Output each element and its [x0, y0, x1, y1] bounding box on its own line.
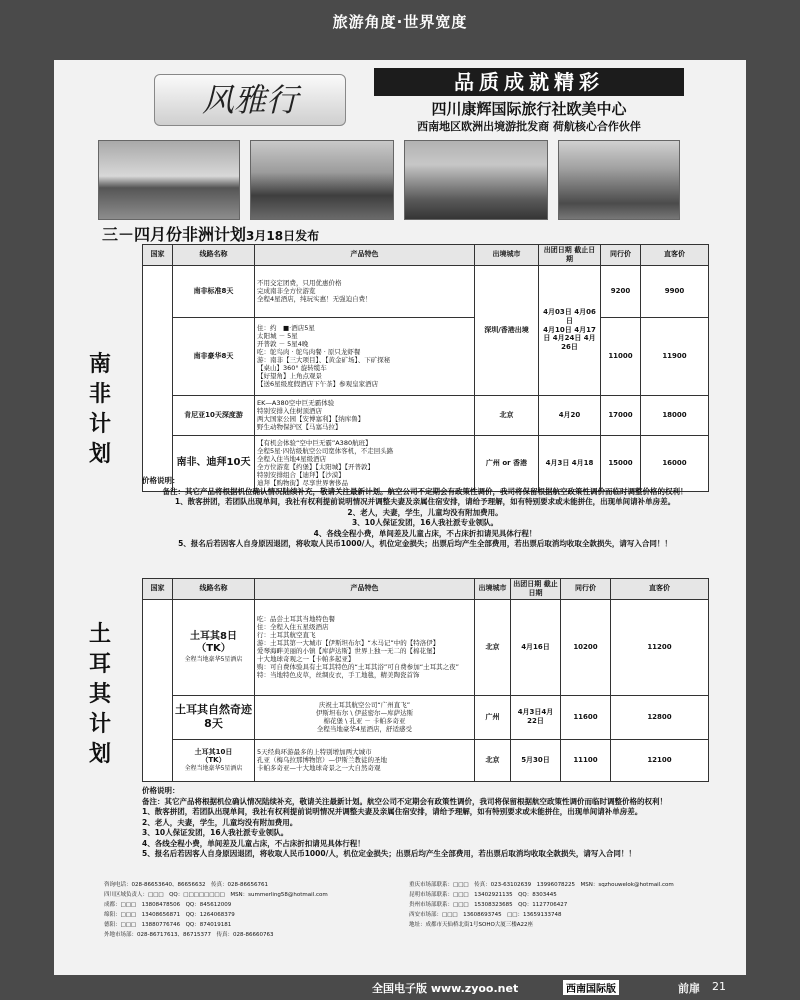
route-name: 南非豪华8天 — [173, 317, 255, 395]
contact-line: 绵阳：□□□ 13408656871 QQ：1264068379 — [104, 912, 235, 918]
departure-city: 深圳/香港出境 — [475, 265, 539, 395]
feature-line: 全程4星酒店，纯玩实惠！无强迫自费！ — [257, 295, 372, 304]
feature-line: 购：可自费体验具有土耳其特色的“土耳其浴”可自费参加“土耳其之夜” — [257, 663, 459, 672]
feature-line: 全方位游览【约堡】【太阳城】【开普敦】 — [257, 463, 374, 471]
table-row — [143, 317, 709, 395]
feature-line: 全程入住当地4星级酒店 — [257, 454, 327, 463]
feature-line: 卡帕多奇亚—十大地球奇景之一大自然奇观 — [257, 764, 381, 773]
feature-line: 开普敦 － 5星4晚 — [257, 339, 309, 348]
note-line: 2、老人，夫妻，学生，儿童均没有附加费用。 — [142, 817, 298, 827]
africa-notes — [142, 476, 708, 550]
note-line: 5、报名后若因客人自身原因退团，将收取人民币1000/人，机位定金损失；出票后均产生全部费用，若出票后取消均收取全款损失，请写入合同！！ — [178, 539, 672, 548]
table-row — [143, 599, 709, 695]
feature-line: 5天经典环游最多的上特别增加两大城市 — [257, 747, 372, 756]
peer-price: 9200 — [601, 265, 641, 317]
country-cell — [143, 265, 173, 491]
peer-price: 10200 — [561, 599, 611, 695]
table-header-row — [143, 579, 709, 600]
features-cell — [255, 599, 475, 695]
peer-price: 11000 — [601, 317, 641, 395]
note-line: 2、老人，夫妻，学生，儿童均没有附加费用。 — [347, 507, 503, 517]
route-code: （TK） — [196, 643, 231, 655]
route-name — [173, 599, 255, 695]
route-name: 南非标准8天 — [173, 265, 255, 317]
feature-line: EK—A380空中巨无霸体验 — [257, 398, 335, 407]
page-sheet — [54, 60, 746, 975]
plan-title — [102, 222, 319, 245]
note-line: 5、报名后若因客人自身原因退团，将收取人民币1000/人，机位定金损失；出票后均产生全部费用，若出票后取消均收取全款损失，请写入合同！！ — [142, 849, 636, 858]
departure-dates: 5月30日 — [511, 739, 561, 781]
departure-city: 广州 — [475, 695, 511, 739]
col-header: 出境城市 — [475, 579, 511, 600]
photo-lake — [98, 140, 240, 220]
route-title: 土耳其8日 — [190, 630, 237, 642]
feature-line: 棉花堡 \ 孔亚 － 卡帕多奇亚 — [323, 717, 406, 725]
features-cell — [255, 739, 475, 781]
col-header: 出团日期 截止日期 — [511, 579, 561, 600]
photo-strip — [98, 140, 678, 218]
route-note: 全程当地豪华5星酒店 — [184, 655, 243, 663]
note-line: 备注：其它产品将根据机位确认情况陆续补充，敬请关注最新计划。航空公司不定期会有政策性调价，我司将保留根据航空政策性调价而临时调整价格的权利！ — [142, 796, 667, 806]
feature-line: 特别安排入住树顶酒店 — [257, 406, 322, 415]
note-line: 3、10人保证发团，16人我社派专业领队。 — [351, 518, 499, 527]
photo-mountain-village — [250, 140, 394, 220]
feature-line: 孔亚（梅乌拉那博物馆）—伊斯兰教徒的圣地 — [257, 755, 387, 764]
contacts-other-regions — [409, 880, 714, 930]
col-header: 线路名称 — [173, 245, 255, 266]
route-name: 肯尼亚10天深度游 — [173, 395, 255, 435]
contact-line: 四川区域负责人：□□□ QQ：□□□□□□□□ MSN：summerling58@hotmail.com — [104, 892, 328, 898]
contact-line: 西安市场部：□□□ 13608693745 □□：13659133748 — [409, 912, 562, 918]
feature-line: 完成南非全方位游览 — [257, 286, 316, 295]
direct-price: 11900 — [641, 317, 709, 395]
footer-label — [372, 980, 518, 996]
contact-line: 贵州市场部联系：□□□ 15308323685 QQ：1127706427 — [409, 902, 568, 908]
turkey-table — [142, 578, 709, 782]
footer-section: 前扉 — [678, 982, 700, 995]
notes-heading: 价格说明： — [142, 786, 180, 795]
route-note: 全程当地豪华5星酒店 — [184, 765, 243, 772]
photo-rock-formations — [404, 140, 548, 220]
col-header: 直客价 — [641, 245, 709, 266]
col-header: 产品特色 — [255, 245, 475, 266]
feature-line: 住：约 ■·酒店5星 — [257, 323, 315, 332]
region-label-africa — [82, 350, 118, 470]
contact-line: 咨询电话：028-86653640、86656632 传真：028-86656761 — [104, 882, 268, 888]
departure-city: 广州 or 香港 — [475, 435, 539, 491]
feature-line: 特别安排组合【迪拜】【沙漠】 — [257, 471, 345, 480]
country-cell — [143, 599, 173, 781]
peer-price: 15000 — [601, 435, 641, 491]
direct-price: 18000 — [641, 395, 709, 435]
date-group: 4月03日 4月06日 — [543, 308, 596, 325]
features-cell — [255, 395, 475, 435]
page-footer — [0, 975, 800, 1000]
company-name: 四川康辉国际旅行社欧美中心 — [431, 100, 627, 118]
route-code: （TK） — [201, 756, 226, 765]
note-line: 1、散客拼团，若团队出现单间，我社有权利提前说明情况并调整夫妻及亲属住宿安排，请给予理解，如有特别要求或未能拼住，出现单间请补单房差。 — [142, 807, 643, 816]
table-row — [143, 395, 709, 435]
plan-title-text: 三－四月份非洲计划 — [102, 225, 247, 244]
top-banner — [0, 0, 800, 60]
feature-line: 【有机会体验“空中巨无霸”A380航班】 — [257, 438, 372, 447]
feature-line: 两大国家公园【安博塞利】【纳库鲁】 — [257, 415, 365, 423]
contacts-sichuan — [104, 880, 404, 940]
notes-heading: 价格说明： — [142, 476, 180, 485]
route-name: 土耳其自然奇迹8天 — [173, 695, 255, 739]
note-line: 1、散客拼团，若团队出现单间，我社有权利提前说明情况并调整夫妻及亲属住宿安排，请给予理解，如有特别要求或未能拼住，出现单间请补单房差。 — [174, 497, 676, 506]
feature-line: 全程5星·四钻级航空公司宽体客机，不走回头路 — [257, 446, 394, 455]
footer-label-text: 全国电子版 — [372, 982, 427, 995]
feature-line: 游：土耳其第一大城市【伊斯坦布尔】“木马记”中的【特洛伊】 — [257, 638, 440, 647]
peer-price: 17000 — [601, 395, 641, 435]
col-header: 国家 — [143, 245, 173, 266]
features-cell — [255, 265, 475, 317]
note-line: 3、10人保证发团，16人我社派专业领队。 — [142, 828, 289, 837]
col-header: 线路名称 — [173, 579, 255, 600]
col-header: 直客价 — [611, 579, 709, 600]
footer-edition: 西南国际版 — [563, 980, 619, 995]
feature-line: 住：全程入住五星级酒店 — [257, 622, 329, 631]
feature-line: 十大地球奇观之一【卡帕多起亚】 — [257, 655, 355, 664]
feature-line: 吃：品尝土耳其当地特色餐 — [257, 614, 335, 623]
departure-city: 北京 — [475, 739, 511, 781]
slogan: 品质成就精彩 — [374, 68, 684, 96]
departure-city: 北京 — [475, 395, 539, 435]
region-label-turkey — [82, 620, 118, 770]
feature-line: 庆祝土耳其航空公司“广州直飞” — [318, 700, 411, 709]
contact-line: 成都：□□□ 13808478506 QQ：845612009 — [104, 902, 232, 908]
col-header: 同行价 — [561, 579, 611, 600]
feature-line: 迪拜【购物街】尽享世界奢侈品 — [257, 479, 348, 488]
departure-dates — [539, 265, 601, 395]
brand-logo: 风雅行 — [154, 74, 346, 126]
feature-line: 野生动物保护区【马塞马拉】 — [257, 423, 342, 432]
feature-line: 爱琴海畔美丽的小镇【库萨达斯】世界上独一无二的【棉花堡】 — [257, 647, 439, 655]
note-line: 4、各线全程小费，单间差及儿童占床，不占床折扣请见具体行程！ — [313, 528, 537, 538]
departure-dates: 4月3日4月22日 — [511, 695, 561, 739]
feature-line: 特：当地特色皮草，丝绸皮衣，手工地毯，精美陶瓷首饰 — [257, 671, 420, 680]
route-name: 南非、迪拜10天 — [173, 435, 255, 491]
feature-line: 游：南非【三大项目】、【黄金矿场】、下矿探秘 — [257, 356, 391, 364]
features-cell — [255, 695, 475, 739]
feature-line: 【好望角】上角点观景 — [257, 372, 322, 381]
col-header: 出团日期 截止日期 — [539, 245, 601, 266]
feature-line: 伊斯坦布尔 \ 伊兹密尔—库萨达斯 — [315, 708, 414, 717]
header — [54, 60, 746, 138]
departure-dates: 4月3日 4月18 — [539, 435, 601, 491]
direct-price: 11200 — [611, 599, 709, 695]
table-header-row — [143, 245, 709, 266]
contact-line: 昆明市场部联系：□□□ 13402921135 QQ：8303445 — [409, 892, 557, 898]
col-header: 出境城市 — [475, 245, 539, 266]
route-title: 土耳其10日 — [194, 747, 233, 756]
note-line: 4、各线全程小费，单间差及儿童占床，不占床折扣请见具体行程！ — [142, 838, 365, 848]
peer-price: 11100 — [561, 739, 611, 781]
direct-price: 16000 — [641, 435, 709, 491]
direct-price: 9900 — [641, 265, 709, 317]
note-line: 备注：其它产品将根据机位确认情况陆续补充，敬请关注最新计划。航空公司不定期会有政策性调价，我司将保留根据航空政策性调价而临时调整价格的权利！ — [162, 486, 688, 496]
col-header: 产品特色 — [255, 579, 475, 600]
feature-line: 行：土耳其航空直飞 — [257, 630, 316, 639]
contact-line: 德阳：□□□ 13880776746 QQ：874019181 — [104, 922, 232, 928]
plan-release-date: 3月18日发布 — [246, 229, 320, 243]
feature-line: 全程当地豪华4星酒店，舒适感受 — [316, 725, 413, 734]
photo-cappadocia — [558, 140, 680, 220]
footer-site[interactable]: www.zyoo.net — [430, 982, 519, 995]
departure-city: 北京 — [475, 599, 511, 695]
departure-dates: 4月20 — [539, 395, 601, 435]
turkey-notes — [142, 786, 708, 860]
contact-line: 重庆市场部联系：□□□ 传真：023-63102639 13996078225 MSN：sqzhouwelok@hotmail.com — [409, 882, 674, 888]
region-turkey-text: 土耳其计划 — [88, 622, 111, 767]
feature-line: 太阳城 － 5星 — [257, 331, 298, 340]
departure-dates: 4月16日 — [511, 599, 561, 695]
contact-line: 地址：成都市天仙桥北街1号SOHO大厦三楼A22座 — [409, 922, 534, 928]
features-cell — [255, 317, 475, 395]
peer-price: 11600 — [561, 695, 611, 739]
contact-line: 外地市场部：028-86717613、86715377 传真：028-86660763 — [104, 932, 274, 938]
feature-line: 吃：鸵鸟肉 · 鸵鸟肉餐 · 原只龙虾餐 — [257, 347, 361, 356]
direct-price: 12800 — [611, 695, 709, 739]
direct-price: 12100 — [611, 739, 709, 781]
col-header: 国家 — [143, 579, 173, 600]
page-number: 21 — [712, 980, 726, 993]
feature-line: 不用交定团费，只用优惠价格 — [257, 278, 342, 287]
date-group: 4月10日 4月17日 4月24日 4月26日 — [543, 325, 596, 352]
table-row — [143, 695, 709, 739]
region-africa-text: 南非计划 — [88, 352, 111, 467]
company-subtitle: 西南地区欧洲出境游批发商 荷航核心合作伙伴 — [417, 120, 641, 133]
table-row — [143, 265, 709, 317]
top-banner-text: 旅游角度·世界宽度 — [332, 13, 468, 31]
col-header: 同行价 — [601, 245, 641, 266]
feature-line: 【送6星级度假酒店下午茶】参观皇家酒店 — [257, 380, 379, 389]
route-name — [173, 739, 255, 781]
africa-table — [142, 244, 709, 492]
feature-line: 【桌山】360° 旋转缆车 — [257, 364, 327, 373]
table-row — [143, 739, 709, 781]
